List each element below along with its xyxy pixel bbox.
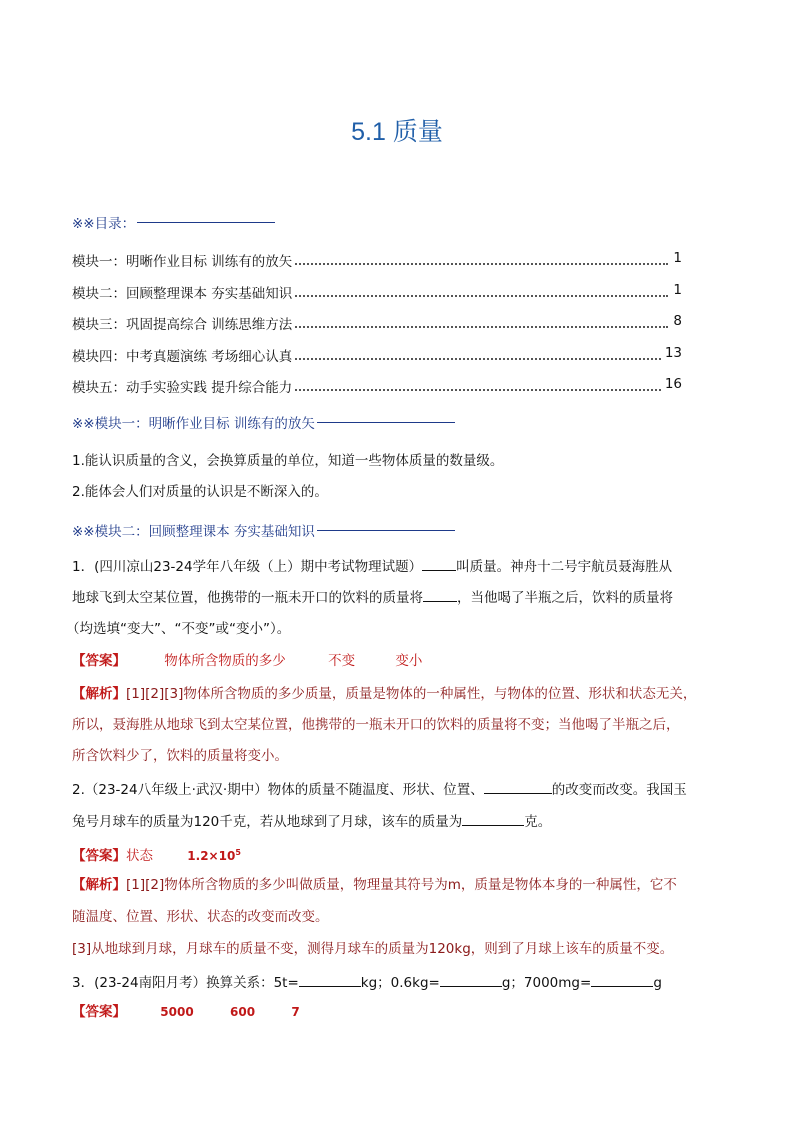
toc-heading: ※※目录：: [72, 214, 275, 234]
q1-analysis-1: 【解析】[1][2][3]物体所含物质的多少质量，质量是物体的一种属性，与物体的位置、形状和状态无关，: [72, 686, 697, 702]
blank-field[interactable]: [423, 587, 457, 602]
goal-1: 1.能认识质量的含义，会换算质量的单位，知道一些物体质量的数量级。: [72, 453, 504, 469]
blank-field[interactable]: [484, 779, 552, 794]
q1-analysis-2: 所以，聂海胜从地球飞到太空某位置，他携带的一瓶未开口的饮料的质量将不变；当他喝了半瓶之后，: [72, 717, 680, 733]
heading-rule: [317, 422, 455, 423]
heading-rule: [317, 530, 455, 531]
page-title: 5.1 质量: [351, 118, 443, 146]
module1-heading: ※※模块一：明晰作业目标 训练有的放矢: [72, 414, 455, 434]
toc-item-2[interactable]: 模块二：回顾整理课本 夯实基础知识 1: [72, 282, 682, 302]
toc-item-5[interactable]: 模块五：动手实验实践 提升综合能力 16: [72, 376, 682, 396]
toc-item-4[interactable]: 模块四：中考真题演练 考场细心认真 13: [72, 345, 682, 365]
blank-field[interactable]: [422, 556, 456, 571]
q1-answer: 【答案】 物体所含物质的多少 不变 变小: [72, 653, 423, 669]
q2-line-2: 兔号月球车的质量为120千克，若从地球到了月球，该车的质量为 克。: [72, 811, 551, 832]
q1-line-2: 地球飞到太空某位置，他携带的一瓶未开口的饮料的质量将 ，当他喝了半瓶之后，饮料的质量将: [72, 587, 673, 608]
q2-line-1: 2.（23-24八年级上·武汉·期中）物体的质量不随温度、形状、位置、 的改变而改变。我国玉: [72, 779, 687, 800]
blank-field[interactable]: [299, 972, 361, 987]
blank-field[interactable]: [591, 972, 653, 987]
q2-analysis-1: 【解析】[1][2]物体所含物质的多少叫做质量，物理量其符号为m，质量是物体本身的一种属性，它不: [72, 877, 677, 893]
blank-field[interactable]: [462, 811, 524, 826]
blank-field[interactable]: [440, 972, 502, 987]
q2-answer-2: $1.2\times 10^5$: [187, 848, 241, 863]
toc-item-3[interactable]: 模块三：巩固提高综合 训练思维方法 8: [72, 313, 682, 333]
q1-line-3: （均选填“变大”、“不变”或“变小”）。: [66, 621, 291, 637]
goal-2: 2.能体会人们对质量的认识是不断深入的。: [72, 484, 328, 500]
q1-line-1: 1．(四川凉山23-24学年八年级（上）期中考试物理试题） 叫质量。神舟十二号宇航员聂海胜从: [72, 556, 672, 577]
q2-analysis-2: 随温度、位置、形状、状态的改变而改变。: [72, 909, 329, 925]
q1-analysis-3: 所含饮料少了，饮料的质量将变小。: [72, 748, 288, 764]
q2-analysis-3: [3]从地球到月球，月球车的质量不变，测得月球车的质量为120kg，则到了月球上该车的质量不变。: [72, 941, 674, 957]
module2-heading: ※※模块二：回顾整理课本 夯实基础知识: [72, 522, 455, 542]
toc-item-1[interactable]: 模块一：明晰作业目标 训练有的放矢 1: [72, 250, 682, 270]
q3-line: 3．(23-24南阳月考）换算关系：5t= kg；0.6kg= g；7000mg= g: [72, 972, 662, 993]
q2-answer: 【答案】状态 $1.2\times 10^5$: [72, 848, 241, 864]
heading-rule: [137, 222, 275, 223]
q3-answer: 【答案】 5000 600 7: [72, 1004, 300, 1020]
